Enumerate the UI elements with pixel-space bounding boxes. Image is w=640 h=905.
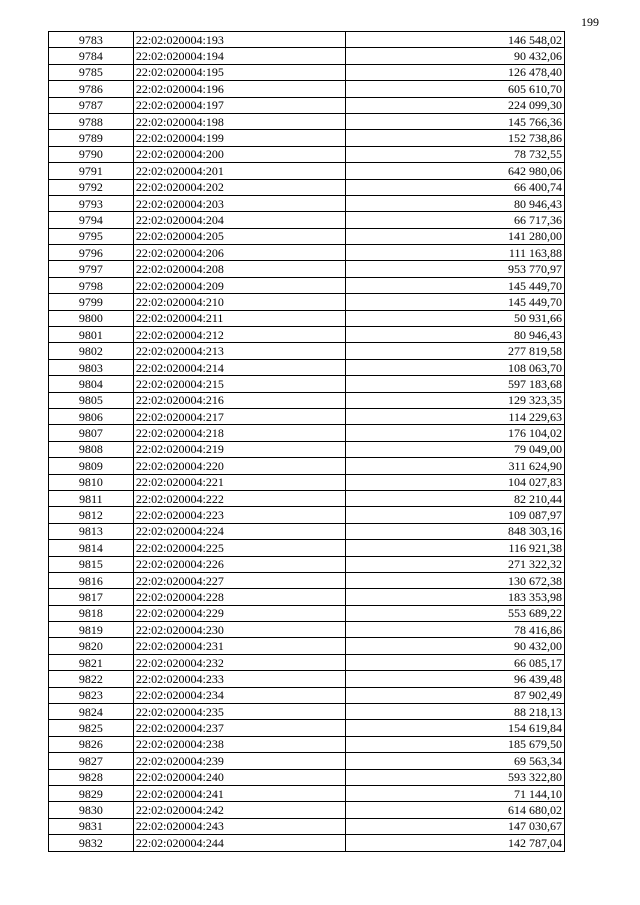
row-number-cell: 9827 <box>49 753 134 769</box>
cadastral-number-cell: 22:02:020004:214 <box>133 359 345 375</box>
table-row <box>49 195 565 211</box>
table-row <box>49 310 565 326</box>
row-number-cell: 9818 <box>49 605 134 621</box>
cadastral-number-cell: 22:02:020004:240 <box>133 769 345 785</box>
cadastral-value-cell: 108 063,70 <box>345 359 564 375</box>
cadastral-number-cell: 22:02:020004:235 <box>133 704 345 720</box>
cadastral-value-cell: 82 210,44 <box>345 490 564 506</box>
row-number-cell: 9811 <box>49 490 134 506</box>
cadastral-number-cell: 22:02:020004:244 <box>133 835 345 851</box>
table-row <box>49 818 565 834</box>
cadastral-number-cell: 22:02:020004:229 <box>133 605 345 621</box>
cadastral-number-cell: 22:02:020004:215 <box>133 376 345 392</box>
row-number-cell: 9783 <box>49 32 134 48</box>
cadastral-number-cell: 22:02:020004:221 <box>133 474 345 490</box>
cadastral-number-cell: 22:02:020004:210 <box>133 294 345 310</box>
cadastral-value-cell: 66 085,17 <box>345 654 564 670</box>
cadastral-value-cell: 145 449,70 <box>345 277 564 293</box>
table-row <box>49 359 565 375</box>
cadastral-value-cell: 146 548,02 <box>345 32 564 48</box>
row-number-cell: 9813 <box>49 523 134 539</box>
row-number-cell: 9799 <box>49 294 134 310</box>
page-number: 199 <box>581 15 599 29</box>
row-number-cell: 9802 <box>49 343 134 359</box>
cadastral-value-cell: 142 787,04 <box>345 835 564 851</box>
table-row <box>49 654 565 670</box>
table-row <box>49 769 565 785</box>
cadastral-number-cell: 22:02:020004:243 <box>133 818 345 834</box>
cadastral-number-cell: 22:02:020004:230 <box>133 622 345 638</box>
cadastral-number-cell: 22:02:020004:201 <box>133 163 345 179</box>
row-number-cell: 9816 <box>49 572 134 588</box>
cadastral-value-cell: 104 027,83 <box>345 474 564 490</box>
table-row <box>49 32 565 48</box>
table-row <box>49 622 565 638</box>
row-number-cell: 9795 <box>49 228 134 244</box>
cadastral-value-cell: 116 921,38 <box>345 540 564 556</box>
cadastral-number-cell: 22:02:020004:217 <box>133 408 345 424</box>
cadastral-value-cell: 114 229,63 <box>345 408 564 424</box>
row-number-cell: 9787 <box>49 97 134 113</box>
row-number-cell: 9784 <box>49 48 134 64</box>
cadastral-value-cell: 71 144,10 <box>345 785 564 801</box>
table-row <box>49 835 565 851</box>
table-row <box>49 179 565 195</box>
row-number-cell: 9826 <box>49 736 134 752</box>
row-number-cell: 9819 <box>49 622 134 638</box>
cadastral-value-cell: 553 689,22 <box>345 605 564 621</box>
table-row <box>49 294 565 310</box>
cadastral-number-cell: 22:02:020004:219 <box>133 441 345 457</box>
cadastral-value-cell: 953 770,97 <box>345 261 564 277</box>
table-row <box>49 523 565 539</box>
cadastral-value-cell: 147 030,67 <box>345 818 564 834</box>
row-number-cell: 9820 <box>49 638 134 654</box>
cadastral-value-cell: 90 432,06 <box>345 48 564 64</box>
cadastral-value-cell: 185 679,50 <box>345 736 564 752</box>
table-row <box>49 392 565 408</box>
row-number-cell: 9800 <box>49 310 134 326</box>
cadastral-number-cell: 22:02:020004:232 <box>133 654 345 670</box>
cadastral-number-cell: 22:02:020004:194 <box>133 48 345 64</box>
table-row <box>49 408 565 424</box>
row-number-cell: 9807 <box>49 425 134 441</box>
table-row <box>49 605 565 621</box>
table-row <box>49 736 565 752</box>
cadastral-number-cell: 22:02:020004:193 <box>133 32 345 48</box>
cadastral-value-cell: 593 322,80 <box>345 769 564 785</box>
cadastral-number-cell: 22:02:020004:242 <box>133 802 345 818</box>
cadastral-number-cell: 22:02:020004:206 <box>133 245 345 261</box>
table-row <box>49 327 565 343</box>
cadastral-value-cell: 66 717,36 <box>345 212 564 228</box>
cadastral-value-cell: 78 732,55 <box>345 146 564 162</box>
row-number-cell: 9823 <box>49 687 134 703</box>
cadastral-number-cell: 22:02:020004:200 <box>133 146 345 162</box>
table-row <box>49 441 565 457</box>
row-number-cell: 9791 <box>49 163 134 179</box>
table-row <box>49 720 565 736</box>
table-row <box>49 81 565 97</box>
table-row <box>49 490 565 506</box>
cadastral-number-cell: 22:02:020004:234 <box>133 687 345 703</box>
row-number-cell: 9790 <box>49 146 134 162</box>
cadastral-number-cell: 22:02:020004:202 <box>133 179 345 195</box>
row-number-cell: 9805 <box>49 392 134 408</box>
row-number-cell: 9792 <box>49 179 134 195</box>
cadastral-number-cell: 22:02:020004:199 <box>133 130 345 146</box>
row-number-cell: 9793 <box>49 195 134 211</box>
cadastral-value-cell: 145 766,36 <box>345 113 564 129</box>
cadastral-number-cell: 22:02:020004:196 <box>133 81 345 97</box>
cadastral-value-cell: 145 449,70 <box>345 294 564 310</box>
row-number-cell: 9817 <box>49 589 134 605</box>
cadastral-value-cell: 642 980,06 <box>345 163 564 179</box>
row-number-cell: 9801 <box>49 327 134 343</box>
row-number-cell: 9789 <box>49 130 134 146</box>
cadastral-number-cell: 22:02:020004:212 <box>133 327 345 343</box>
row-number-cell: 9828 <box>49 769 134 785</box>
row-number-cell: 9821 <box>49 654 134 670</box>
row-number-cell: 9806 <box>49 408 134 424</box>
table-row <box>49 589 565 605</box>
row-number-cell: 9822 <box>49 671 134 687</box>
row-number-cell: 9808 <box>49 441 134 457</box>
cadastral-value-cell: 176 104,02 <box>345 425 564 441</box>
cadastral-value-cell: 311 624,90 <box>345 458 564 474</box>
table-row <box>49 228 565 244</box>
row-number-cell: 9812 <box>49 507 134 523</box>
cadastral-number-cell: 22:02:020004:211 <box>133 310 345 326</box>
cadastral-number-cell: 22:02:020004:233 <box>133 671 345 687</box>
table-row <box>49 48 565 64</box>
cadastral-value-cell: 224 099,30 <box>345 97 564 113</box>
table-row <box>49 540 565 556</box>
cadastral-value-cell: 50 931,66 <box>345 310 564 326</box>
cadastral-value-cell: 129 323,35 <box>345 392 564 408</box>
cadastral-value-cell: 78 416,86 <box>345 622 564 638</box>
cadastral-number-cell: 22:02:020004:197 <box>133 97 345 113</box>
cadastral-value-cell: 109 087,97 <box>345 507 564 523</box>
table-row <box>49 671 565 687</box>
cadastral-number-cell: 22:02:020004:198 <box>133 113 345 129</box>
cadastral-value-cell: 154 619,84 <box>345 720 564 736</box>
cadastral-number-cell: 22:02:020004:231 <box>133 638 345 654</box>
table-row <box>49 130 565 146</box>
table-row <box>49 802 565 818</box>
table-row <box>49 638 565 654</box>
cadastral-value-cell: 130 672,38 <box>345 572 564 588</box>
row-number-cell: 9796 <box>49 245 134 261</box>
cadastral-number-cell: 22:02:020004:239 <box>133 753 345 769</box>
cadastral-value-cell: 90 432,00 <box>345 638 564 654</box>
cadastral-number-cell: 22:02:020004:224 <box>133 523 345 539</box>
cadastral-number-cell: 22:02:020004:208 <box>133 261 345 277</box>
table-row <box>49 704 565 720</box>
table-row <box>49 212 565 228</box>
cadastral-value-cell: 96 439,48 <box>345 671 564 687</box>
cadastral-value-cell: 614 680,02 <box>345 802 564 818</box>
table-row <box>49 785 565 801</box>
row-number-cell: 9825 <box>49 720 134 736</box>
cadastral-number-cell: 22:02:020004:218 <box>133 425 345 441</box>
table-row <box>49 146 565 162</box>
table-body <box>49 32 565 852</box>
table-row <box>49 343 565 359</box>
cadastral-value-cell: 848 303,16 <box>345 523 564 539</box>
row-number-cell: 9786 <box>49 81 134 97</box>
cadastral-number-cell: 22:02:020004:226 <box>133 556 345 572</box>
cadastral-value-cell: 271 322,32 <box>345 556 564 572</box>
cadastral-number-cell: 22:02:020004:209 <box>133 277 345 293</box>
table-row <box>49 556 565 572</box>
cadastral-value-cell: 605 610,70 <box>345 81 564 97</box>
table-row <box>49 572 565 588</box>
cadastral-value-cell: 80 946,43 <box>345 195 564 211</box>
table-row <box>49 458 565 474</box>
row-number-cell: 9814 <box>49 540 134 556</box>
cadastral-number-cell: 22:02:020004:216 <box>133 392 345 408</box>
row-number-cell: 9832 <box>49 835 134 851</box>
table-row <box>49 261 565 277</box>
row-number-cell: 9794 <box>49 212 134 228</box>
cadastral-number-cell: 22:02:020004:203 <box>133 195 345 211</box>
cadastral-number-cell: 22:02:020004:204 <box>133 212 345 228</box>
cadastral-value-cell: 597 183,68 <box>345 376 564 392</box>
row-number-cell: 9829 <box>49 785 134 801</box>
row-number-cell: 9785 <box>49 64 134 80</box>
table-row <box>49 376 565 392</box>
table-row <box>49 64 565 80</box>
cadastre-value-table <box>48 31 565 852</box>
table-row <box>49 687 565 703</box>
table-row <box>49 163 565 179</box>
table-row <box>49 507 565 523</box>
row-number-cell: 9803 <box>49 359 134 375</box>
cadastral-value-cell: 88 218,13 <box>345 704 564 720</box>
row-number-cell: 9815 <box>49 556 134 572</box>
table-row <box>49 97 565 113</box>
table-row <box>49 474 565 490</box>
cadastral-value-cell: 69 563,34 <box>345 753 564 769</box>
cadastral-value-cell: 87 902,49 <box>345 687 564 703</box>
cadastral-number-cell: 22:02:020004:222 <box>133 490 345 506</box>
cadastral-number-cell: 22:02:020004:227 <box>133 572 345 588</box>
cadastral-value-cell: 126 478,40 <box>345 64 564 80</box>
cadastral-value-cell: 66 400,74 <box>345 179 564 195</box>
cadastral-value-cell: 141 280,00 <box>345 228 564 244</box>
row-number-cell: 9831 <box>49 818 134 834</box>
cadastral-value-cell: 277 819,58 <box>345 343 564 359</box>
cadastral-value-cell: 80 946,43 <box>345 327 564 343</box>
cadastral-value-cell: 183 353,98 <box>345 589 564 605</box>
table-row <box>49 425 565 441</box>
cadastral-number-cell: 22:02:020004:237 <box>133 720 345 736</box>
cadastral-number-cell: 22:02:020004:205 <box>133 228 345 244</box>
table-row <box>49 753 565 769</box>
row-number-cell: 9824 <box>49 704 134 720</box>
cadastral-number-cell: 22:02:020004:225 <box>133 540 345 556</box>
cadastral-number-cell: 22:02:020004:238 <box>133 736 345 752</box>
cadastral-value-cell: 111 163,88 <box>345 245 564 261</box>
cadastral-number-cell: 22:02:020004:241 <box>133 785 345 801</box>
cadastral-number-cell: 22:02:020004:223 <box>133 507 345 523</box>
row-number-cell: 9788 <box>49 113 134 129</box>
cadastral-number-cell: 22:02:020004:213 <box>133 343 345 359</box>
row-number-cell: 9797 <box>49 261 134 277</box>
cadastral-value-cell: 152 738,86 <box>345 130 564 146</box>
cadastral-number-cell: 22:02:020004:195 <box>133 64 345 80</box>
row-number-cell: 9830 <box>49 802 134 818</box>
cadastral-number-cell: 22:02:020004:220 <box>133 458 345 474</box>
row-number-cell: 9798 <box>49 277 134 293</box>
row-number-cell: 9809 <box>49 458 134 474</box>
row-number-cell: 9804 <box>49 376 134 392</box>
cadastral-value-cell: 79 049,00 <box>345 441 564 457</box>
row-number-cell: 9810 <box>49 474 134 490</box>
table-row <box>49 113 565 129</box>
cadastral-number-cell: 22:02:020004:228 <box>133 589 345 605</box>
table-row <box>49 277 565 293</box>
table-row <box>49 245 565 261</box>
